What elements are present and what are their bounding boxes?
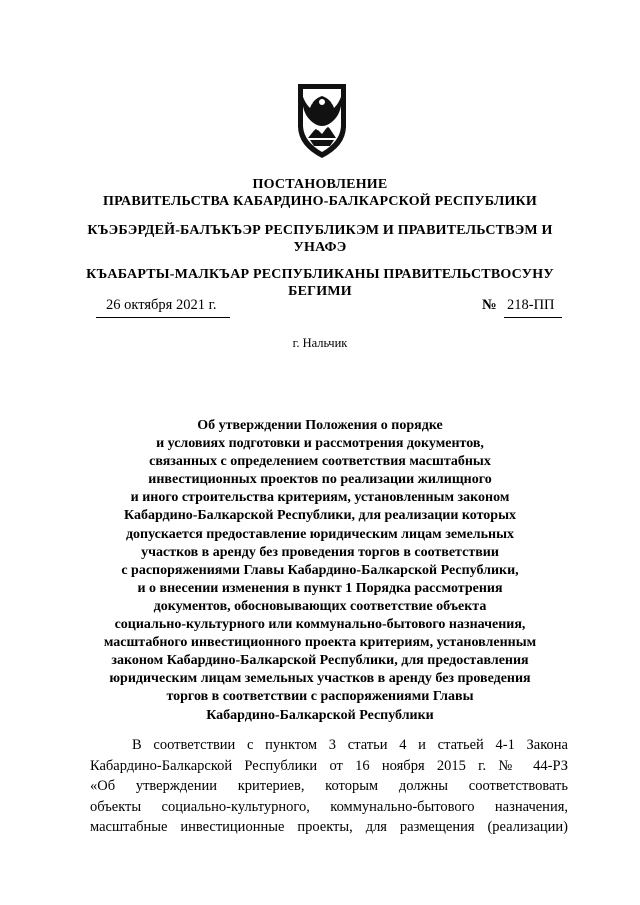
government-name-kbd-line2: УНАФЭ bbox=[293, 240, 347, 255]
body-line: В соответствии с пунктом 3 статьи 4 и статьей 4-1 Закона bbox=[132, 737, 568, 753]
title-line: торгов в соответствии с распоряжениями Главы bbox=[166, 689, 474, 705]
date-underline bbox=[96, 317, 230, 318]
title-line: социально-культурного или коммунально-бытового назначения, bbox=[114, 617, 526, 633]
number-sign: № bbox=[482, 297, 497, 313]
title-line: законом Кабардино-Балкарской Республики, для предоставления bbox=[111, 653, 529, 669]
government-name-ru: ПРАВИТЕЛЬСТВА КАБАРДИНО-БАЛКАРСКОЙ РЕСПУБЛИКИ bbox=[102, 194, 538, 209]
title-line: участков в аренду без проведения торгов в соответствии bbox=[141, 544, 499, 560]
title-line: с распоряжениями Главы Кабардино-Балкарской Республики, bbox=[121, 562, 519, 578]
title-line: и о внесении изменения в пункт 1 Порядка рассмотрения bbox=[137, 580, 503, 596]
title-line: и условиях подготовки и рассмотрения документов, bbox=[156, 436, 484, 452]
title-line: допускается предоставление юридическим лицам земельных bbox=[125, 526, 515, 542]
title-line: масштабного инвестиционного проекта критериям, установленным bbox=[103, 635, 537, 651]
document-number: 218-ПП bbox=[507, 297, 555, 313]
government-name-krc-line2: БЕГИМИ bbox=[288, 284, 352, 299]
title-line: юридическим лицам земельных участков в аренду без проведения bbox=[109, 671, 531, 687]
body-line: объекты социально-культурного, коммунально-бытового назначения, bbox=[90, 798, 568, 815]
title-line: и иного строительства критериям, установленным законом bbox=[130, 490, 510, 506]
title-line: инвестиционных проектов по реализации жилищного bbox=[148, 472, 492, 488]
title-line: Кабардино-Балкарской Республики bbox=[206, 707, 434, 723]
body-line: Кабардино-Балкарской Республики от 16 ноября 2015 г. № 44-РЗ bbox=[90, 757, 568, 774]
document-title bbox=[76, 417, 564, 725]
title-line: Кабардино-Балкарской Республики, для реализации которых bbox=[123, 508, 517, 524]
title-line: документов, обосновывающих соответствие объекта bbox=[153, 598, 487, 614]
body-line: «Об утверждении критериев, которым должны соответствовать bbox=[90, 778, 568, 794]
title-line: Об утверждении Положения о порядке bbox=[197, 418, 443, 433]
city: г. Нальчик bbox=[292, 336, 348, 350]
doc-type-heading: ПОСТАНОВЛЕНИЕ bbox=[252, 177, 388, 192]
document-date: 26 октября 2021 г. bbox=[106, 297, 217, 313]
government-name-krc-line1: КЪАБАРТЫ-МАЛКЪАР РЕСПУБЛИКАНЫ ПРАВИТЕЛЬСТВОСУНУ bbox=[86, 267, 554, 282]
number-underline bbox=[504, 317, 562, 318]
coat-of-arms-icon bbox=[290, 80, 354, 162]
title-line: связанных с определением соответствия масштабных bbox=[149, 454, 491, 470]
document-body bbox=[90, 735, 568, 838]
government-name-kbd-line1: КЪЭБЭРДЕЙ-БАЛЪКЪЭР РЕСПУБЛИКЭМ И ПРАВИТЕЛЬСТВЭМ И bbox=[87, 223, 553, 238]
body-line: масштабные инвестиционные проекты, для размещения (реализации) bbox=[90, 819, 568, 835]
